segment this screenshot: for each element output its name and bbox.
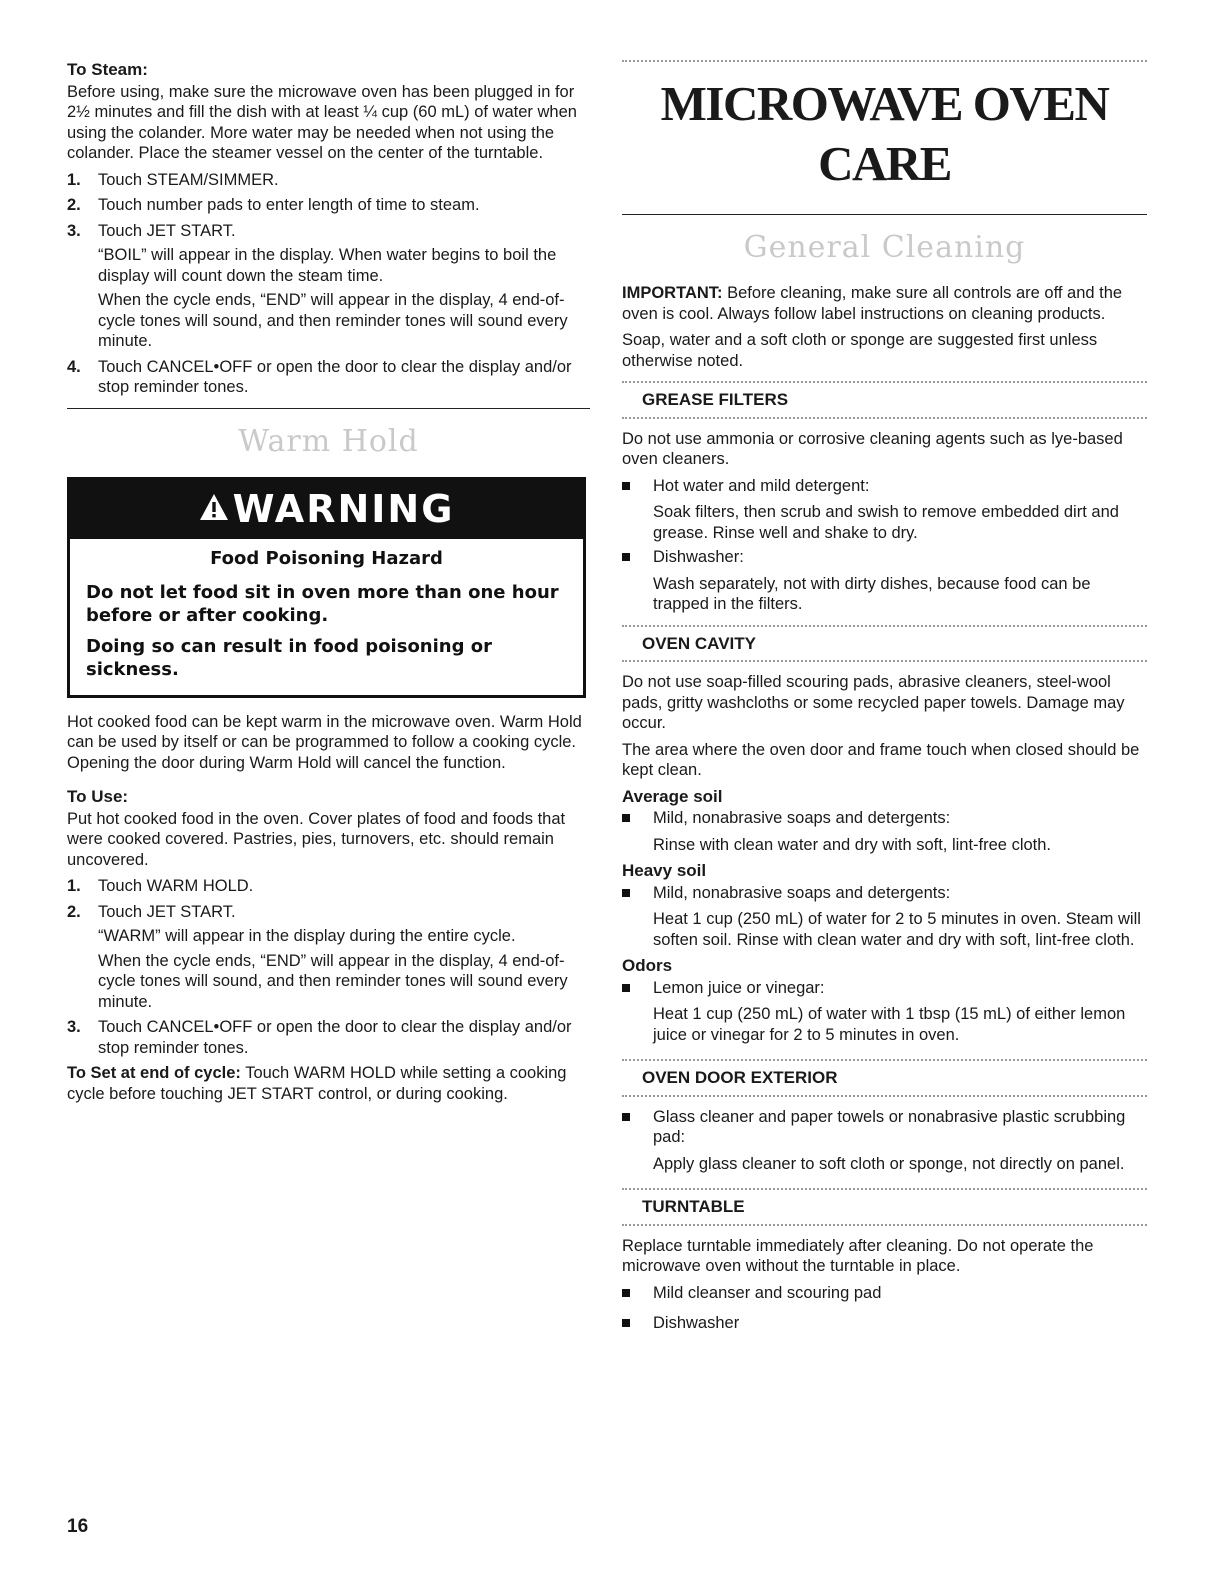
right-column [622, 60, 1147, 1338]
page-number: 16 [67, 1516, 89, 1537]
warning-triangle-icon [199, 492, 229, 522]
step-number: 1. [67, 877, 81, 895]
warning-text: Doing so can result in food poisoning or sickness. [86, 635, 493, 680]
item-detail: Rinse with clean water and dry with soft, lint-free cloth. [653, 835, 1052, 854]
item-text: Glass cleaner and paper towels or nonabrasive plastic scrubbing pad: [653, 1107, 1126, 1146]
dotted-divider [622, 1095, 1147, 1097]
step-detail: “WARM” will appear in the display during the entire cycle. [98, 927, 516, 945]
bullet-square-icon [622, 1313, 653, 1334]
step-number: 3. [67, 1018, 81, 1036]
item-text: Lemon juice or vinegar: [653, 978, 825, 997]
turntable-list [622, 1283, 1147, 1334]
item-text: Hot water and mild detergent: [653, 476, 870, 495]
steam-heading: To Steam: [67, 60, 148, 79]
step-number: 2. [67, 902, 81, 921]
item-text: Mild cleanser and scouring pad [653, 1283, 882, 1302]
list-item [622, 978, 1147, 1046]
step-text: Touch STEAM/SIMMER. [98, 170, 279, 189]
step-text: Touch number pads to enter length of time to steam. [98, 196, 480, 214]
item-text: Mild, nonabrasive soaps and detergents: [653, 809, 951, 827]
section-divider [67, 408, 590, 409]
use-step [67, 1017, 590, 1058]
steam-step [67, 357, 590, 398]
item-detail: Apply glass cleaner to soft cloth or sponge, not directly on panel. [653, 1154, 1125, 1173]
bullet-square-icon [622, 978, 653, 1046]
bullet-square-icon [622, 547, 653, 615]
turntable-heading: TURNTABLE [642, 1197, 745, 1216]
general-cleaning-title: General Cleaning [743, 230, 1026, 265]
odors-list [622, 978, 1147, 1046]
step-number: 2. [67, 196, 81, 214]
oven-door-exterior-heading: OVEN DOOR EXTERIOR [642, 1068, 838, 1087]
warning-box [67, 477, 586, 698]
bullet-square-icon [622, 1107, 653, 1175]
warning-banner [70, 480, 583, 539]
step-number: 1. [67, 170, 81, 189]
average-soil-heading: Average soil [622, 786, 723, 806]
warning-text: Do not let food sit in oven more than one hour before or after cooking. [86, 581, 559, 626]
step-number: 4. [67, 357, 81, 376]
soap-paragraph: Soap, water and a soft cloth or sponge are suggested first unless otherwise noted. [622, 331, 1098, 370]
use-steps [67, 876, 590, 1058]
grease-intro: Do not use ammonia or corrosive cleaning agents such as lye-based oven cleaners. [622, 429, 1123, 468]
use-step [67, 876, 590, 897]
warning-label: WARNING [232, 486, 455, 531]
dotted-divider [622, 60, 1147, 62]
heavy-soil-heading: Heavy soil [622, 861, 707, 880]
bullet-square-icon [622, 1283, 653, 1304]
set-end-paragraph [67, 1063, 590, 1104]
left-column [67, 60, 590, 1104]
bullet-square-icon [622, 883, 653, 951]
steam-step [67, 195, 590, 216]
list-item [622, 808, 1147, 855]
step-text: Touch WARM HOLD. [98, 877, 254, 895]
step-detail: When the cycle ends, “END” will appear in the display, 4 end-of-cycle tones will sound, and then reminder tones will sound every minute. [98, 951, 568, 1011]
grease-filters-heading: GREASE FILTERS [642, 390, 789, 409]
odors-heading: Odors [622, 956, 673, 975]
important-label: IMPORTANT: [622, 284, 723, 302]
important-paragraph [622, 283, 1147, 324]
item-detail: Wash separately, not with dirty dishes, because food can be trapped in the filters. [653, 574, 1091, 613]
grease-list [622, 476, 1147, 615]
item-detail: Soak filters, then scrub and swish to remove embedded dirt and grease. Rinse well and shake to dry. [653, 503, 1119, 542]
item-text: Dishwasher: [653, 548, 744, 566]
steam-intro: Before using, make sure the microwave oven has been plugged in for 2½ minutes and fill the dish with at least ¼ cup (60 mL) of water when using the colander. More water may be needed when not using the colander. Place the steamer vessel on the center of the turntable. [67, 82, 577, 162]
steam-step [67, 170, 590, 191]
warm-hold-intro: Hot cooked food can be kept warm in the microwave oven. Warm Hold can be used by itself or can be programmed to follow a cooking cycle. Opening the door during Warm Hold will cancel the function. [67, 712, 582, 772]
step-detail: “BOIL” will appear in the display. When water begins to boil the display will count down the steam time. [98, 246, 557, 285]
step-text: Touch CANCEL•OFF or open the door to clear the display and/or stop reminder tones. [98, 1018, 572, 1057]
list-item [622, 476, 1147, 544]
warm-hold-title: Warm Hold [238, 423, 419, 459]
step-detail: When the cycle ends, “END” will appear in the display, 4 end-of-cycle tones will sound, and then reminder tones will sound every minute. [98, 291, 568, 350]
list-item [622, 547, 1147, 615]
bullet-square-icon [622, 808, 653, 855]
page-title: MICROWAVE OVEN CARE [660, 76, 1109, 191]
list-item [622, 1107, 1147, 1175]
title-rule [622, 214, 1147, 215]
item-text: Mild, nonabrasive soaps and detergents: [653, 883, 951, 902]
set-end-label: To Set at end of cycle: [67, 1064, 241, 1082]
average-soil-list [622, 808, 1147, 855]
item-detail: Heat 1 cup (250 mL) of water with 1 tbsp (15 mL) of either lemon juice or vinegar for 2 to 5 minutes in oven. [653, 1005, 1126, 1044]
door-list [622, 1107, 1147, 1175]
item-text: Dishwasher [653, 1314, 740, 1332]
use-step [67, 902, 590, 1013]
steam-steps [67, 170, 590, 398]
list-item [622, 1313, 1147, 1334]
dotted-divider [622, 1224, 1147, 1226]
bullet-square-icon [622, 476, 653, 544]
warning-subtitle: Food Poisoning Hazard [210, 547, 443, 569]
steam-step [67, 221, 590, 352]
oven-cavity-heading: OVEN CAVITY [642, 633, 756, 653]
cavity-intro: Do not use soap-filled scouring pads, abrasive cleaners, steel-wool pads, gritty washcloths or some recycled paper towels. Damage may occur. [622, 673, 1125, 732]
step-text: Touch JET START. [98, 902, 236, 921]
step-text: Touch JET START. [98, 221, 236, 240]
turntable-intro: Replace turntable immediately after cleaning. Do not operate the microwave oven without the turntable in place. [622, 1236, 1094, 1275]
use-heading: To Use: [67, 787, 129, 806]
set-end-text: Touch WARM HOLD while setting a cooking cycle before touching JET START control, or during cooking. [67, 1064, 567, 1103]
cavity-intro: The area where the oven door and frame touch when closed should be kept clean. [622, 740, 1140, 779]
heavy-soil-list [622, 883, 1147, 951]
list-item [622, 883, 1147, 951]
list-item [622, 1283, 1147, 1304]
step-number: 3. [67, 221, 81, 240]
important-text: Before cleaning, make sure all controls are off and the oven is cool. Always follow label instructions on cleaning products. [622, 284, 1123, 323]
dotted-divider [622, 417, 1147, 419]
item-detail: Heat 1 cup (250 mL) of water for 2 to 5 minutes in oven. Steam will soften soil. Rinse with clean water and dry with soft, lint-free cloth. [653, 910, 1141, 949]
step-text: Touch CANCEL•OFF or open the door to clear the display and/or stop reminder tones. [98, 357, 572, 396]
use-intro: Put hot cooked food in the oven. Cover plates of food and foods that were cooked covered. Pastries, pies, turnovers, etc. should remain uncovered. [67, 809, 566, 869]
dotted-divider [622, 660, 1147, 662]
